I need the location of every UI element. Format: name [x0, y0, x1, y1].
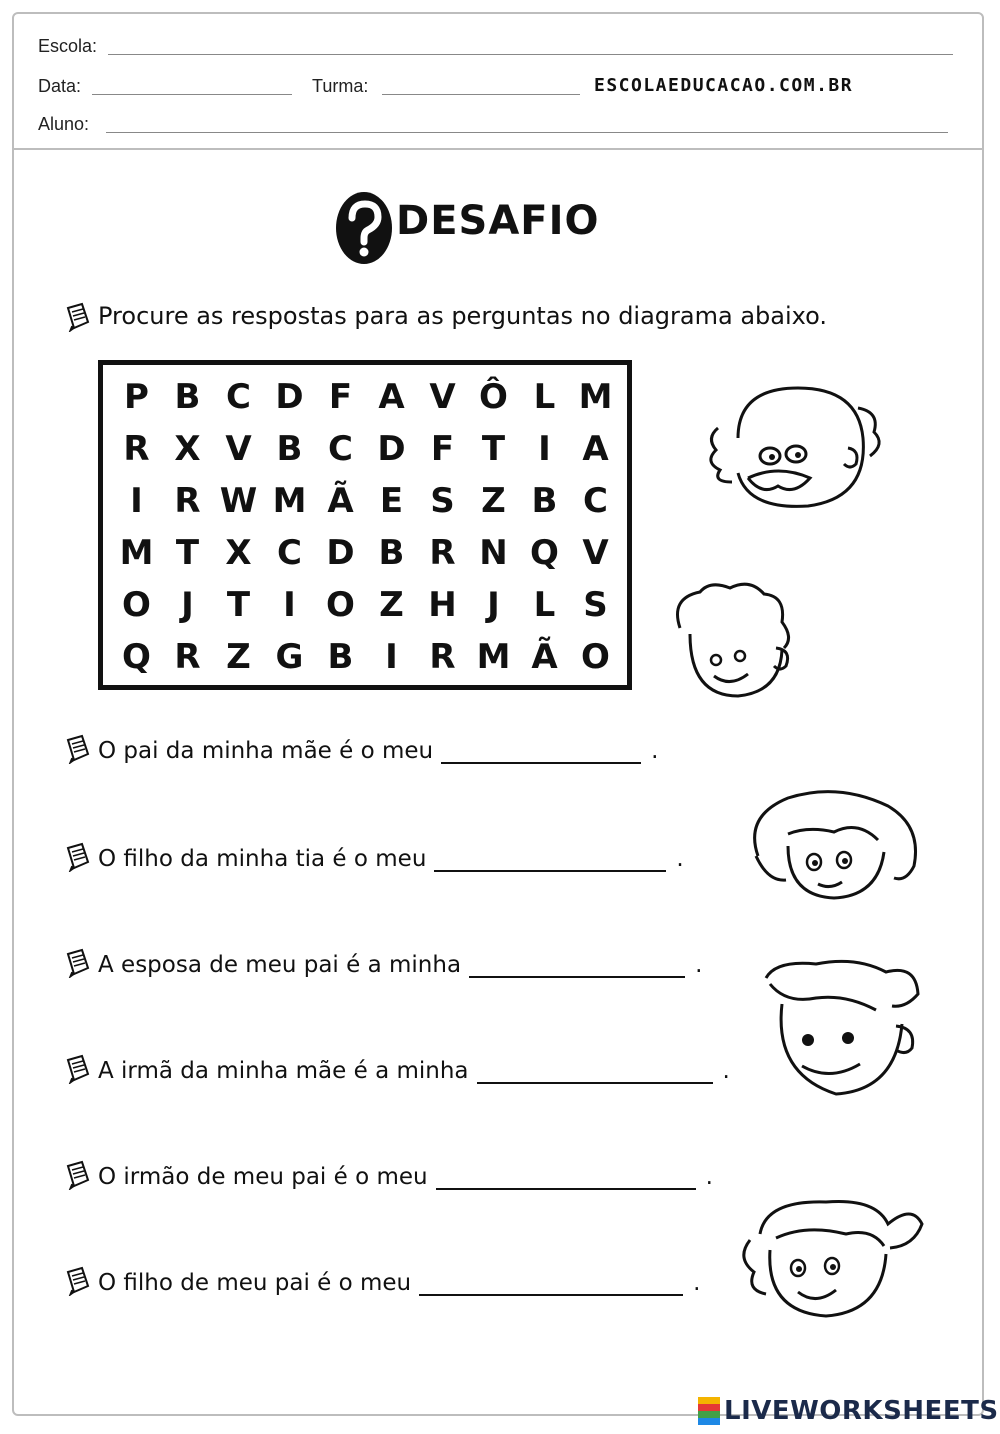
pencil-note-icon	[64, 1264, 94, 1296]
question-item	[64, 1158, 713, 1190]
grid-letter[interactable]: O	[326, 585, 355, 625]
grid-letter[interactable]: J	[487, 585, 500, 625]
grid-letter[interactable]: B	[378, 533, 405, 573]
question-text: O irmão de meu pai é o meu	[98, 1164, 428, 1190]
question-item	[64, 732, 658, 764]
question-text: O pai da minha mãe é o meu	[98, 738, 434, 764]
grid-letter[interactable]: R	[123, 429, 150, 469]
grid-letter[interactable]: B	[174, 377, 201, 417]
turma-label: Turma:	[312, 76, 369, 96]
data-label: Data:	[38, 76, 82, 96]
question-text: A irmã da minha mãe é a minha	[98, 1058, 469, 1084]
question-text: O filho da minha tia é o meu	[98, 846, 427, 872]
question-item	[64, 946, 702, 978]
grid-letter[interactable]: Z	[481, 481, 506, 521]
title-block	[334, 190, 634, 266]
escola-field[interactable]	[108, 54, 953, 55]
instruction	[64, 300, 827, 332]
question-item	[64, 840, 684, 872]
woman-face-icon	[738, 786, 924, 906]
pencil-note-icon	[64, 1052, 94, 1084]
grid-letter[interactable]: R	[174, 637, 201, 677]
grid-letter[interactable]: A	[582, 429, 609, 469]
grid-letter[interactable]: V	[429, 377, 456, 417]
grid-letter[interactable]: I	[538, 429, 551, 469]
grid-letter[interactable]: Z	[226, 637, 251, 677]
grid-letter[interactable]: Z	[379, 585, 404, 625]
grid-letter[interactable]: L	[533, 585, 556, 625]
pencil-note-icon	[64, 840, 94, 872]
grid-letter[interactable]: W	[219, 481, 258, 521]
grid-letter[interactable]: C	[226, 377, 251, 417]
grid-letter[interactable]: I	[385, 637, 398, 677]
liveworksheets-brand	[698, 1396, 999, 1426]
brand-text: LIVEWORKSHEETS	[724, 1396, 999, 1426]
grid-letter[interactable]: L	[533, 377, 556, 417]
grid-letter[interactable]: J	[181, 585, 194, 625]
grid-letter[interactable]: I	[283, 585, 296, 625]
data-field[interactable]	[92, 94, 292, 95]
grid-letter[interactable]: V	[582, 533, 609, 573]
instruction-text: Procure as respostas para as perguntas no diagrama abaixo.	[98, 302, 827, 330]
answer-blank[interactable]	[441, 742, 641, 764]
question-end: .	[722, 1058, 730, 1084]
grid-letter[interactable]: M	[272, 481, 307, 521]
word-search-grid	[98, 360, 632, 690]
girl-face-icon	[736, 1194, 926, 1324]
liveworksheets-logo-icon	[698, 1397, 720, 1425]
grid-letter[interactable]: G	[275, 637, 304, 677]
grid-letter[interactable]: F	[328, 377, 353, 417]
grid-letter[interactable]: C	[583, 481, 608, 521]
aluno-label: Aluno:	[38, 114, 90, 134]
grid-letter[interactable]: B	[276, 429, 303, 469]
grid-letter[interactable]: Ô	[479, 377, 508, 417]
answer-blank[interactable]	[477, 1062, 713, 1084]
grid-letter[interactable]: T	[175, 533, 200, 573]
grid-letter[interactable]: D	[326, 533, 355, 573]
question-item	[64, 1264, 700, 1296]
website-label: ESCOLAEDUCACAO.COM.BR	[594, 75, 854, 96]
grandfather-face-icon	[698, 378, 888, 518]
question-text: O filho de meu pai é o meu	[98, 1270, 412, 1296]
question-mark-icon	[334, 190, 394, 266]
question-item	[64, 1052, 730, 1084]
boy-face-icon	[660, 578, 800, 708]
man-face-icon	[756, 954, 926, 1104]
grid-letter[interactable]: I	[130, 481, 143, 521]
answer-blank[interactable]	[469, 956, 685, 978]
grid-letter[interactable]: T	[481, 429, 506, 469]
answer-blank[interactable]	[434, 850, 666, 872]
answer-blank[interactable]	[436, 1168, 696, 1190]
answer-blank[interactable]	[419, 1274, 683, 1296]
pencil-note-icon	[64, 300, 94, 332]
grid-letter[interactable]: B	[531, 481, 558, 521]
question-text: A esposa de meu pai é a minha	[98, 952, 462, 978]
grid-letter[interactable]: X	[174, 429, 201, 469]
grid-letter[interactable]: S	[583, 585, 608, 625]
grid-letter[interactable]: O	[581, 637, 610, 677]
grid-letter[interactable]: Q	[530, 533, 559, 573]
grid-letter[interactable]: D	[275, 377, 304, 417]
grid-letter[interactable]: H	[428, 585, 457, 625]
grid-letter[interactable]: R	[429, 637, 456, 677]
grid-letter[interactable]: C	[277, 533, 302, 573]
grid-letter[interactable]: C	[328, 429, 353, 469]
header-divider	[12, 148, 984, 150]
grid-letter[interactable]: Ã	[531, 637, 558, 677]
question-end: .	[651, 738, 659, 764]
grid-letter[interactable]: M	[119, 533, 154, 573]
question-end: .	[695, 952, 703, 978]
grid-letter[interactable]: F	[430, 429, 455, 469]
grid-letter[interactable]: Q	[122, 637, 151, 677]
pencil-note-icon	[64, 1158, 94, 1190]
grid-letter[interactable]: S	[430, 481, 455, 521]
grid-letter[interactable]: T	[226, 585, 251, 625]
pencil-note-icon	[64, 946, 94, 978]
grid-letter[interactable]: Ã	[327, 481, 354, 521]
grid-letter[interactable]: E	[379, 481, 404, 521]
turma-field[interactable]	[382, 94, 580, 95]
question-end: .	[693, 1270, 701, 1296]
pencil-note-icon	[64, 732, 94, 764]
grid-letter[interactable]: N	[479, 533, 508, 573]
grid-letter[interactable]: A	[378, 377, 405, 417]
question-end: .	[676, 846, 684, 872]
grid-letter[interactable]: X	[225, 533, 252, 573]
grid-letter[interactable]: V	[225, 429, 252, 469]
grid-letter[interactable]: O	[122, 585, 151, 625]
question-end: .	[705, 1164, 713, 1190]
aluno-field[interactable]	[106, 132, 948, 133]
escola-label: Escola:	[38, 36, 98, 56]
grid-letter[interactable]: M	[578, 377, 613, 417]
grid-letter[interactable]: M	[476, 637, 511, 677]
grid-letter[interactable]: B	[327, 637, 354, 677]
grid-letter[interactable]: D	[377, 429, 406, 469]
grid-letter[interactable]: P	[124, 377, 149, 417]
grid-letter[interactable]: R	[174, 481, 201, 521]
grid-letter[interactable]: R	[429, 533, 456, 573]
page-title: DESAFIO	[396, 198, 600, 244]
